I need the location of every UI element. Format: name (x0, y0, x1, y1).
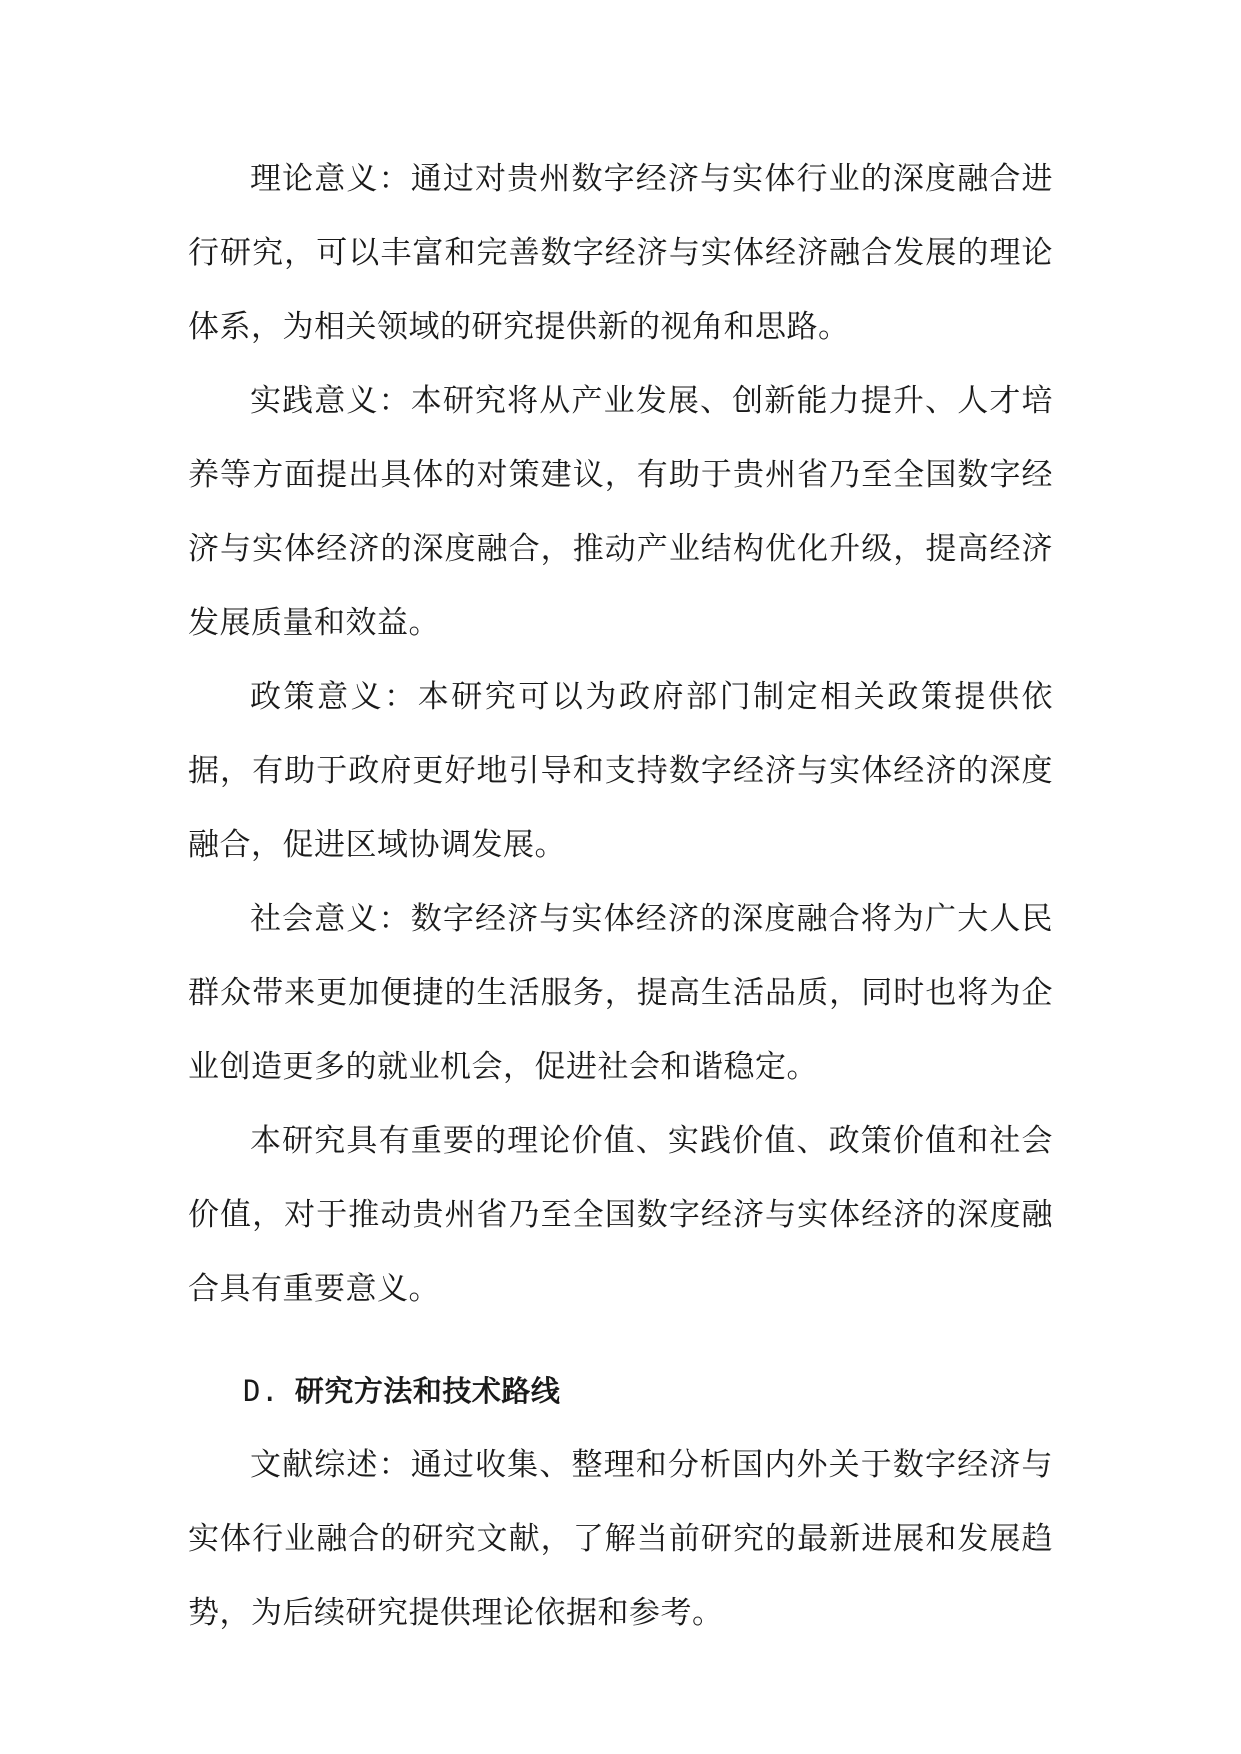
paragraph-literature-review: 文献综述：通过收集、整理和分析国内外关于数字经济与实体行业融合的研究文献，了解当前研究的最新进展和发展趋势，为后续研究提供理论依据和参考。 (188, 1447, 1053, 1631)
paragraph-summary: 本研究具有重要的理论价值、实践价值、政策价值和社会价值，对于推动贵州省乃至全国数字经济与实体经济的深度融合具有重要意义。 (188, 1123, 1053, 1307)
paragraph-theoretical-significance: 理论意义：通过对贵州数字经济与实体行业的深度融合进行研究，可以丰富和完善数字经济与实体经济融合发展的理论体系，为相关领域的研究提供新的视角和思路。 (188, 161, 1053, 345)
document-body (188, 142, 1053, 1650)
section-title: 研究方法和技术路线 (294, 1374, 561, 1408)
section-marker: D. (243, 1374, 279, 1408)
paragraph-social-significance: 社会意义：数字经济与实体经济的深度融合将为广大人民群众带来更加便捷的生活服务，提高生活品质，同时也将为企业创造更多的就业机会，促进社会和谐稳定。 (188, 901, 1053, 1085)
section-heading (188, 1354, 1053, 1428)
paragraph-policy-significance: 政策意义：本研究可以为政府部门制定相关政策提供依据，有助于政府更好地引导和支持数字经济与实体经济的深度融合，促进区域协调发展。 (188, 679, 1053, 863)
paragraph-practical-significance: 实践意义：本研究将从产业发展、创新能力提升、人才培养等方面提出具体的对策建议，有助于贵州省乃至全国数字经济与实体经济的深度融合，推动产业结构优化升级，提高经济发展质量和效益。 (188, 383, 1053, 641)
